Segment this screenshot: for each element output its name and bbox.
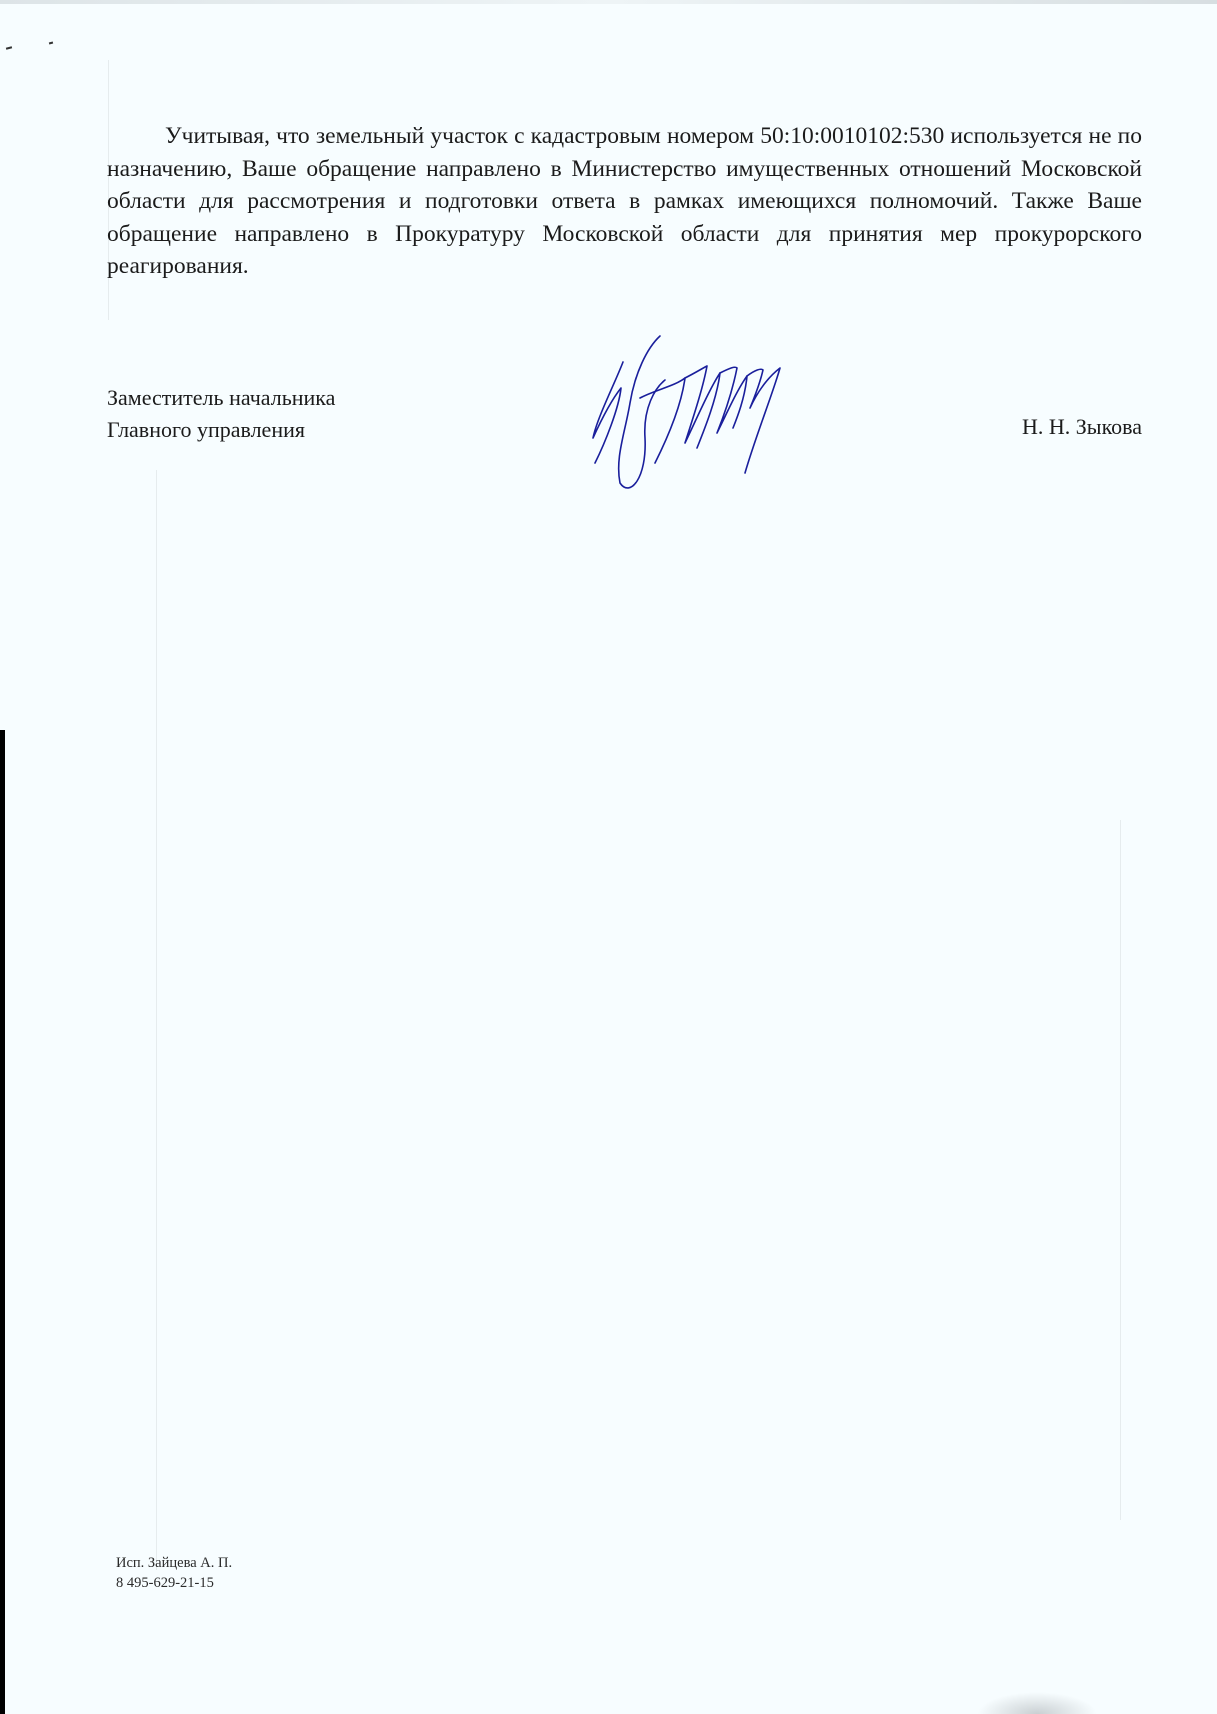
executor-block bbox=[116, 1553, 232, 1593]
signer-name: Н. Н. Зыкова bbox=[1021, 414, 1142, 439]
scan-speck bbox=[49, 42, 53, 45]
scan-artifact-line bbox=[156, 470, 157, 1570]
signer-position-line1: Заместитель начальника bbox=[107, 385, 336, 410]
executor-phone: 8 495-629-21-15 bbox=[116, 1575, 214, 1591]
signature-stroke bbox=[717, 367, 747, 433]
signature-stroke bbox=[685, 366, 720, 448]
scan-artifact-line bbox=[1120, 820, 1121, 1520]
handwritten-signature bbox=[585, 328, 815, 498]
signer-position bbox=[107, 382, 335, 446]
scan-left-shadow bbox=[0, 730, 5, 1714]
signature-stroke bbox=[745, 368, 780, 473]
signature-stroke bbox=[619, 336, 665, 488]
signature-stroke bbox=[593, 362, 623, 463]
signer-position-line2: Главного управления bbox=[107, 417, 305, 442]
scan-speck bbox=[6, 46, 12, 49]
executor-name: Исп. Зайцева А. П. bbox=[116, 1555, 233, 1571]
letter-paragraph: Учитывая, что земельный участок с кадастровым номером 50:10:0010102:530 используется не по назначению, Ваше обращение направлено в Министерство имущественных отношений Московской области для рассмотрения и подготовки ответа в рамках имеющихся полномочий. Также Ваше обращение направлено в Прокуратуру Московской области для принятия мер прокурорского реагирования. bbox=[107, 123, 1142, 279]
signature-stroke bbox=[640, 378, 685, 463]
scan-top-edge bbox=[0, 0, 1217, 4]
scan-smudge bbox=[977, 1692, 1097, 1714]
